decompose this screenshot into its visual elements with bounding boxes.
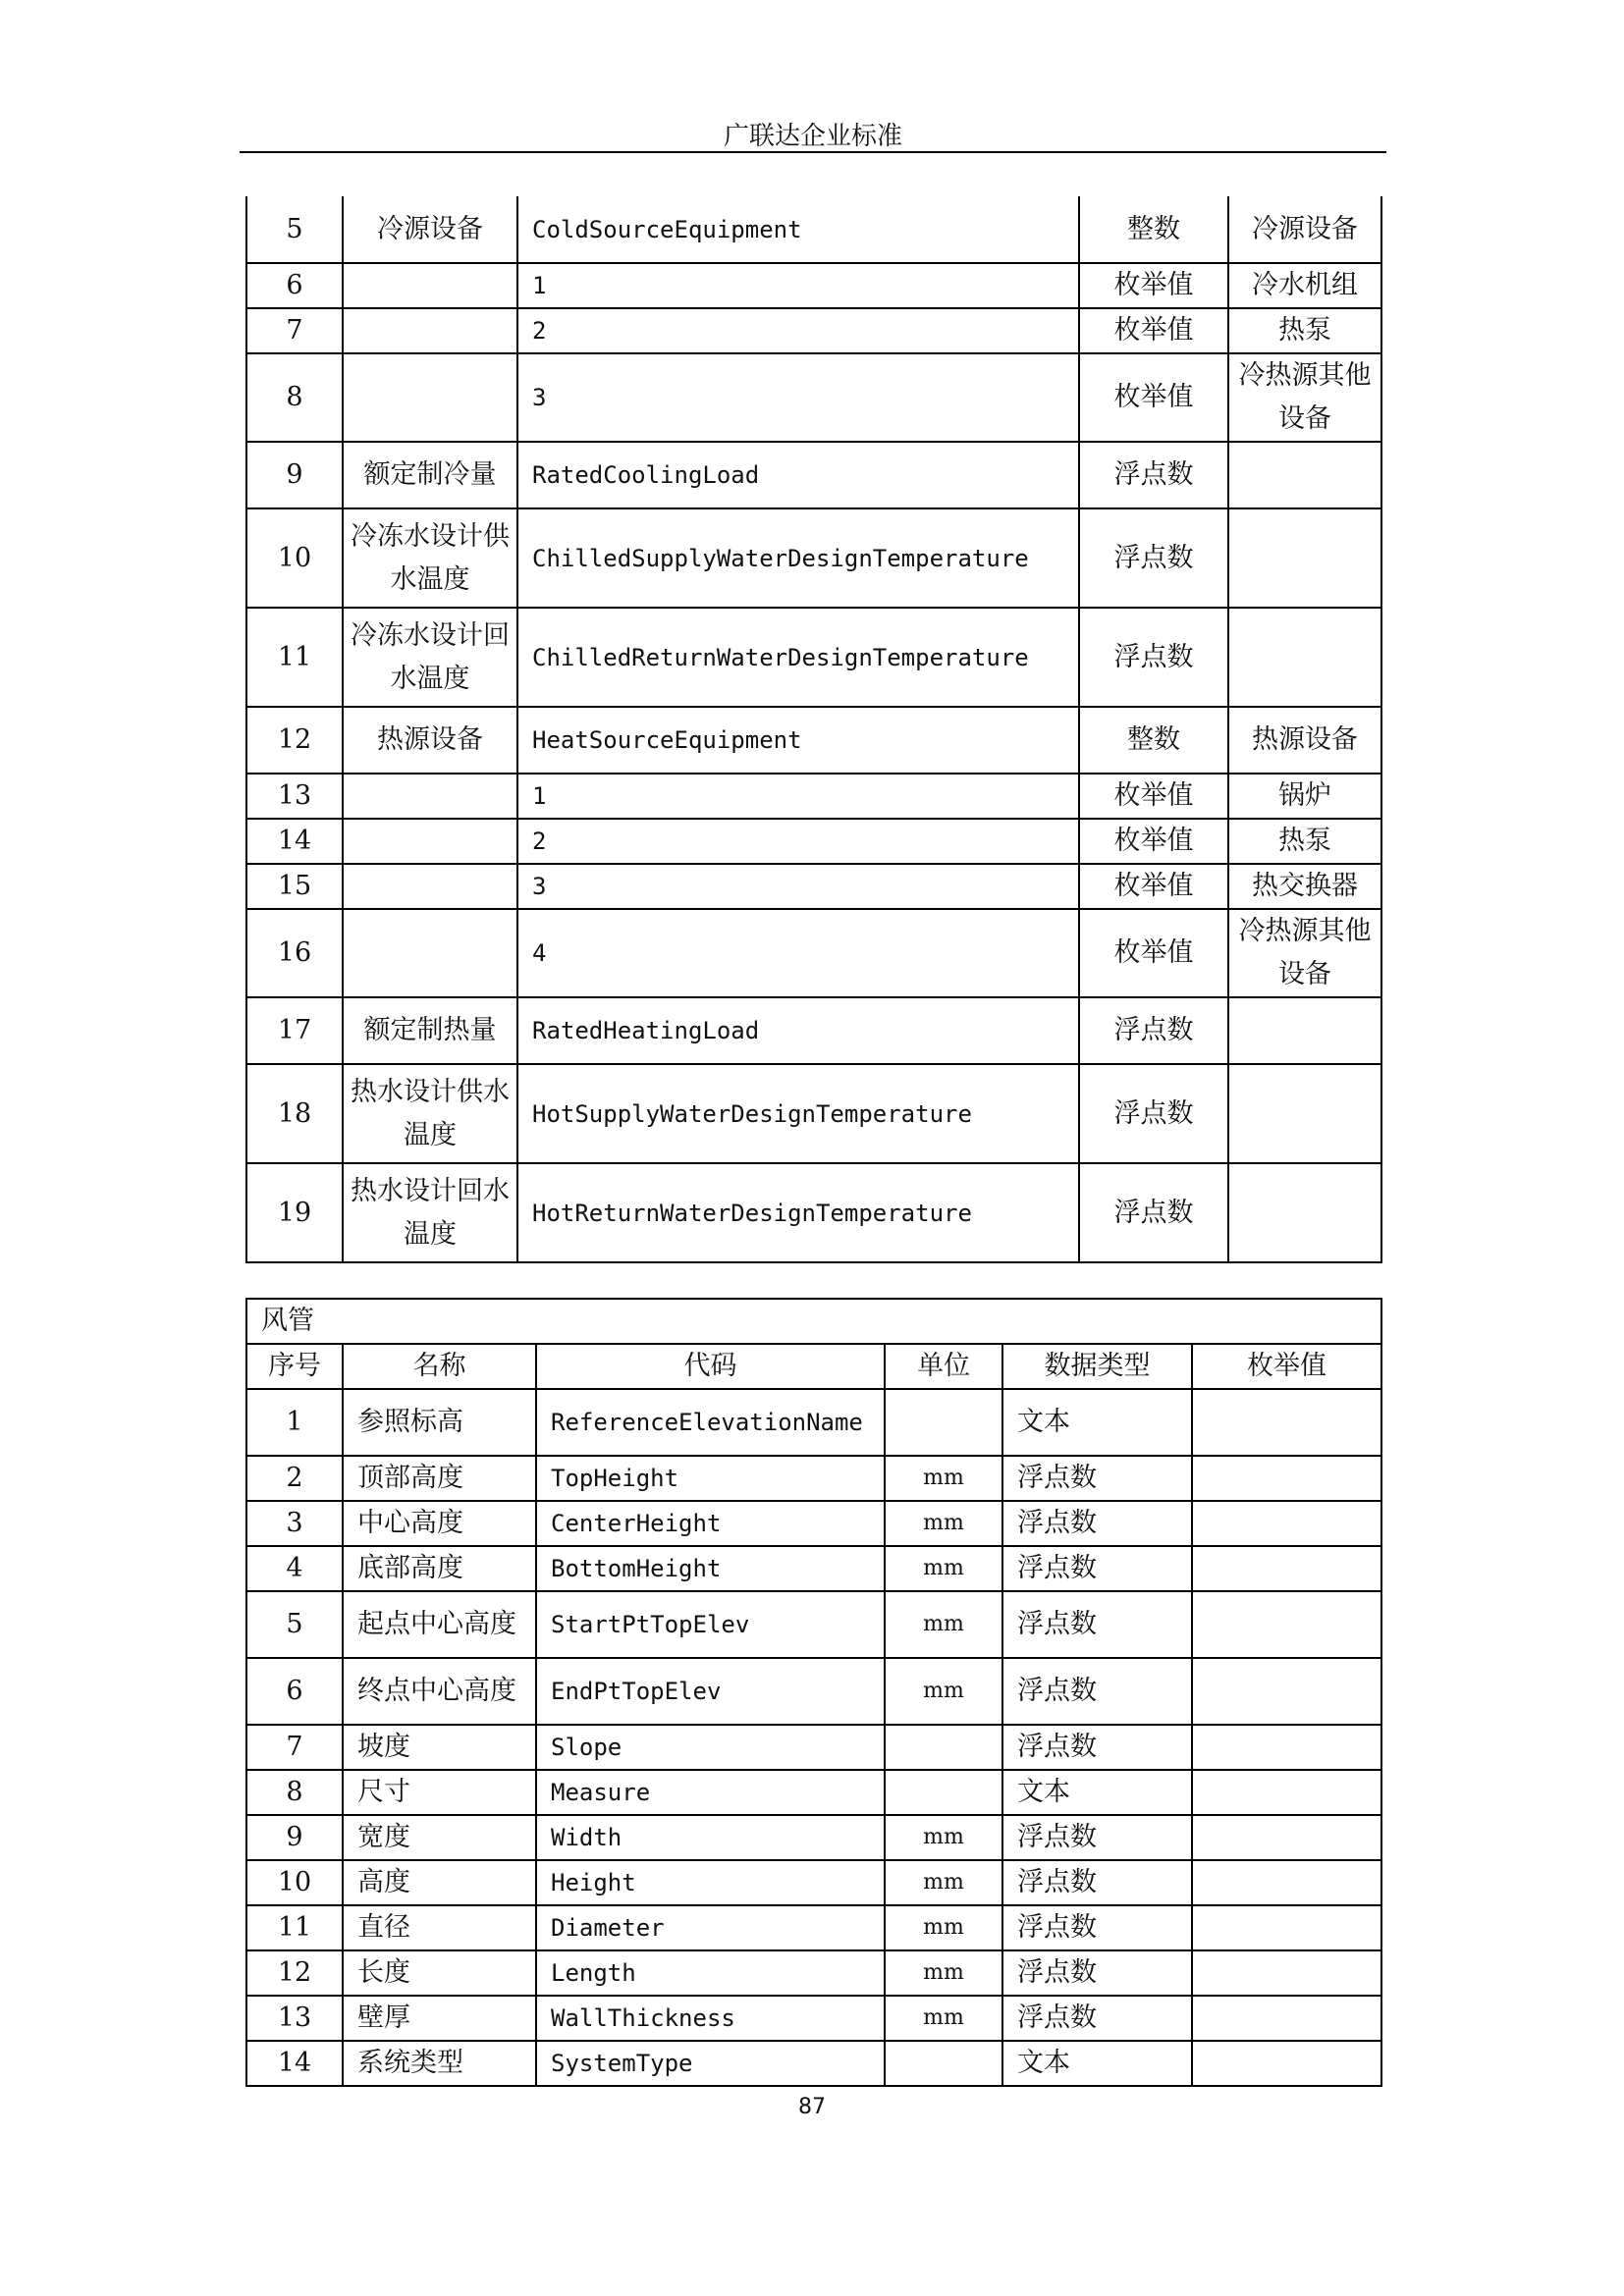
row-type: 浮点数 — [1002, 1950, 1192, 1996]
table-row — [246, 308, 1381, 353]
row-type: 浮点数 — [1079, 997, 1228, 1064]
row-number: 7 — [246, 308, 343, 353]
table-row — [246, 707, 1381, 774]
row-unit — [885, 1389, 1002, 1456]
row-type: 浮点数 — [1002, 1546, 1192, 1591]
table-row — [246, 1950, 1381, 1996]
header-enum: 枚举值 — [1192, 1344, 1381, 1389]
row-name: 参照标高 — [343, 1389, 536, 1456]
row-type: 枚举值 — [1079, 308, 1228, 353]
row-type: 枚举值 — [1079, 909, 1228, 997]
row-number: 12 — [246, 707, 343, 774]
row-name — [343, 353, 517, 442]
row-code: StartPtTopElev — [536, 1591, 885, 1658]
row-code: RatedCoolingLoad — [517, 442, 1079, 508]
row-number: 17 — [246, 997, 343, 1064]
row-code: 3 — [517, 353, 1079, 442]
row-name — [343, 864, 517, 909]
row-number: 18 — [246, 1064, 343, 1163]
header-name: 名称 — [343, 1344, 536, 1389]
parameter-table-continued — [245, 196, 1382, 1263]
row-code: ChilledSupplyWaterDesignTemperature — [517, 508, 1079, 608]
row-unit: mm — [885, 1860, 1002, 1905]
row-unit: mm — [885, 1546, 1002, 1591]
row-code: RatedHeatingLoad — [517, 997, 1079, 1064]
row-name: 冷冻水设计回水温度 — [343, 608, 517, 707]
row-number: 11 — [246, 1905, 343, 1950]
row-type: 浮点数 — [1079, 608, 1228, 707]
row-enum — [1192, 1456, 1381, 1501]
row-name — [343, 774, 517, 819]
row-enum — [1228, 1064, 1381, 1163]
row-code: ColdSourceEquipment — [517, 196, 1079, 263]
row-enum: 热泵 — [1228, 819, 1381, 864]
row-number: 2 — [246, 1456, 343, 1501]
row-number: 6 — [246, 1658, 343, 1725]
table-row — [246, 1456, 1381, 1501]
row-type: 浮点数 — [1079, 508, 1228, 608]
row-enum: 热交换器 — [1228, 864, 1381, 909]
row-enum: 热泵 — [1228, 308, 1381, 353]
row-name: 热水设计供水温度 — [343, 1064, 517, 1163]
row-type: 浮点数 — [1002, 1725, 1192, 1770]
row-type: 浮点数 — [1002, 1658, 1192, 1725]
row-type: 枚举值 — [1079, 774, 1228, 819]
row-number: 14 — [246, 819, 343, 864]
table-row — [246, 1591, 1381, 1658]
row-enum — [1192, 1591, 1381, 1658]
row-enum: 锅炉 — [1228, 774, 1381, 819]
row-enum — [1228, 1163, 1381, 1262]
row-enum: 热源设备 — [1228, 707, 1381, 774]
table-row — [246, 1770, 1381, 1815]
table-row — [246, 1815, 1381, 1860]
row-name: 额定制热量 — [343, 997, 517, 1064]
row-unit — [885, 2041, 1002, 2086]
row-name: 宽度 — [343, 1815, 536, 1860]
row-code: 4 — [517, 909, 1079, 997]
row-code: SystemType — [536, 2041, 885, 2086]
table-row — [246, 1064, 1381, 1163]
row-number: 16 — [246, 909, 343, 997]
row-name: 冷冻水设计供水温度 — [343, 508, 517, 608]
row-code: Slope — [536, 1725, 885, 1770]
row-number: 15 — [246, 864, 343, 909]
row-type: 浮点数 — [1079, 1163, 1228, 1262]
row-type: 浮点数 — [1002, 1996, 1192, 2041]
row-code: HotReturnWaterDesignTemperature — [517, 1163, 1079, 1262]
row-type: 枚举值 — [1079, 864, 1228, 909]
row-number: 14 — [246, 2041, 343, 2086]
row-enum — [1192, 1815, 1381, 1860]
row-enum — [1192, 1546, 1381, 1591]
row-type: 浮点数 — [1002, 1905, 1192, 1950]
table-row — [246, 1163, 1381, 1262]
row-unit: mm — [885, 1905, 1002, 1950]
row-name — [343, 819, 517, 864]
row-name: 底部高度 — [343, 1546, 536, 1591]
row-name: 中心高度 — [343, 1501, 536, 1546]
row-name: 壁厚 — [343, 1996, 536, 2041]
row-code: 2 — [517, 308, 1079, 353]
row-code: 2 — [517, 819, 1079, 864]
row-enum: 冷热源其他设备 — [1228, 909, 1381, 997]
header-type: 数据类型 — [1002, 1344, 1192, 1389]
table-row — [246, 909, 1381, 997]
row-unit: mm — [885, 1501, 1002, 1546]
row-code: BottomHeight — [536, 1546, 885, 1591]
row-enum — [1192, 1996, 1381, 2041]
table-row — [246, 819, 1381, 864]
row-enum — [1228, 997, 1381, 1064]
row-number: 5 — [246, 196, 343, 263]
row-code: 1 — [517, 263, 1079, 308]
table-row — [246, 353, 1381, 442]
row-type: 浮点数 — [1079, 442, 1228, 508]
row-name: 系统类型 — [343, 2041, 536, 2086]
row-type: 枚举值 — [1079, 819, 1228, 864]
row-number: 13 — [246, 774, 343, 819]
row-type: 浮点数 — [1002, 1591, 1192, 1658]
row-name: 直径 — [343, 1905, 536, 1950]
row-number: 9 — [246, 1815, 343, 1860]
row-name: 热源设备 — [343, 707, 517, 774]
row-code: 1 — [517, 774, 1079, 819]
row-type: 枚举值 — [1079, 353, 1228, 442]
row-code: 3 — [517, 864, 1079, 909]
row-code: Measure — [536, 1770, 885, 1815]
page-number: 87 — [798, 2095, 826, 2119]
table-row — [246, 196, 1381, 263]
row-enum — [1192, 1389, 1381, 1456]
row-name: 起点中心高度 — [343, 1591, 536, 1658]
row-enum: 冷源设备 — [1228, 196, 1381, 263]
row-type: 浮点数 — [1002, 1501, 1192, 1546]
row-name: 尺寸 — [343, 1770, 536, 1815]
table-row — [246, 1905, 1381, 1950]
table-row — [246, 1658, 1381, 1725]
row-enum: 冷水机组 — [1228, 263, 1381, 308]
row-code: Diameter — [536, 1905, 885, 1950]
row-number: 8 — [246, 1770, 343, 1815]
row-enum — [1192, 1725, 1381, 1770]
row-number: 12 — [246, 1950, 343, 1996]
row-unit: mm — [885, 1591, 1002, 1658]
row-name: 顶部高度 — [343, 1456, 536, 1501]
row-number: 6 — [246, 263, 343, 308]
table-row — [246, 442, 1381, 508]
row-enum: 冷热源其他设备 — [1228, 353, 1381, 442]
row-enum — [1192, 1860, 1381, 1905]
row-number: 11 — [246, 608, 343, 707]
row-number: 19 — [246, 1163, 343, 1262]
row-number: 5 — [246, 1591, 343, 1658]
row-unit: mm — [885, 1996, 1002, 2041]
row-unit: mm — [885, 1950, 1002, 1996]
row-type: 浮点数 — [1002, 1815, 1192, 1860]
row-type: 枚举值 — [1079, 263, 1228, 308]
table-row — [246, 1725, 1381, 1770]
table-row — [246, 508, 1381, 608]
row-code: TopHeight — [536, 1456, 885, 1501]
row-number: 10 — [246, 508, 343, 608]
row-enum — [1228, 442, 1381, 508]
row-code: WallThickness — [536, 1996, 885, 2041]
row-code: Length — [536, 1950, 885, 1996]
row-code: CenterHeight — [536, 1501, 885, 1546]
row-unit — [885, 1725, 1002, 1770]
row-unit: mm — [885, 1658, 1002, 1725]
row-name — [343, 263, 517, 308]
row-code: ReferenceElevationName — [536, 1389, 885, 1456]
row-name — [343, 909, 517, 997]
header-unit: 单位 — [885, 1344, 1002, 1389]
row-type: 整数 — [1079, 196, 1228, 263]
row-code: HeatSourceEquipment — [517, 707, 1079, 774]
header-divider — [240, 151, 1386, 153]
table-caption-row — [246, 1299, 1381, 1344]
row-type: 浮点数 — [1079, 1064, 1228, 1163]
header-code: 代码 — [536, 1344, 885, 1389]
table-row — [246, 1860, 1381, 1905]
row-enum — [1192, 1501, 1381, 1546]
row-enum — [1192, 1658, 1381, 1725]
row-type: 文本 — [1002, 1770, 1192, 1815]
header-no: 序号 — [246, 1344, 343, 1389]
table-row — [246, 864, 1381, 909]
row-type: 文本 — [1002, 1389, 1192, 1456]
row-number: 9 — [246, 442, 343, 508]
row-name: 热水设计回水温度 — [343, 1163, 517, 1262]
row-name: 冷源设备 — [343, 196, 517, 263]
row-name: 坡度 — [343, 1725, 536, 1770]
page-header-title: 广联达企业标准 — [723, 122, 902, 151]
row-number: 7 — [246, 1725, 343, 1770]
row-enum — [1228, 508, 1381, 608]
row-type: 浮点数 — [1002, 1456, 1192, 1501]
row-number: 4 — [246, 1546, 343, 1591]
table-row — [246, 774, 1381, 819]
table-row — [246, 1996, 1381, 2041]
row-number: 10 — [246, 1860, 343, 1905]
row-name — [343, 308, 517, 353]
row-unit: mm — [885, 1456, 1002, 1501]
row-code: Height — [536, 1860, 885, 1905]
row-type: 文本 — [1002, 2041, 1192, 2086]
table-header-row — [246, 1344, 1381, 1389]
duct-parameter-table — [245, 1298, 1382, 2087]
table-row — [246, 1389, 1381, 1456]
row-name: 高度 — [343, 1860, 536, 1905]
row-code: Width — [536, 1815, 885, 1860]
row-enum — [1192, 1950, 1381, 1996]
row-type: 浮点数 — [1002, 1860, 1192, 1905]
row-number: 1 — [246, 1389, 343, 1456]
row-code: HotSupplyWaterDesignTemperature — [517, 1064, 1079, 1163]
row-enum — [1228, 608, 1381, 707]
table-row — [246, 1546, 1381, 1591]
row-unit — [885, 1770, 1002, 1815]
table-caption: 风管 — [246, 1299, 1381, 1344]
row-name: 终点中心高度 — [343, 1658, 536, 1725]
table-row — [246, 1501, 1381, 1546]
row-name: 额定制冷量 — [343, 442, 517, 508]
row-number: 8 — [246, 353, 343, 442]
row-enum — [1192, 1770, 1381, 1815]
row-number: 3 — [246, 1501, 343, 1546]
row-number: 13 — [246, 1996, 343, 2041]
table-row — [246, 608, 1381, 707]
row-code: ChilledReturnWaterDesignTemperature — [517, 608, 1079, 707]
row-type: 整数 — [1079, 707, 1228, 774]
row-enum — [1192, 2041, 1381, 2086]
row-code: EndPtTopElev — [536, 1658, 885, 1725]
row-unit: mm — [885, 1815, 1002, 1860]
table-row — [246, 997, 1381, 1064]
row-enum — [1192, 1905, 1381, 1950]
row-name: 长度 — [343, 1950, 536, 1996]
table-row — [246, 2041, 1381, 2086]
table-row — [246, 263, 1381, 308]
